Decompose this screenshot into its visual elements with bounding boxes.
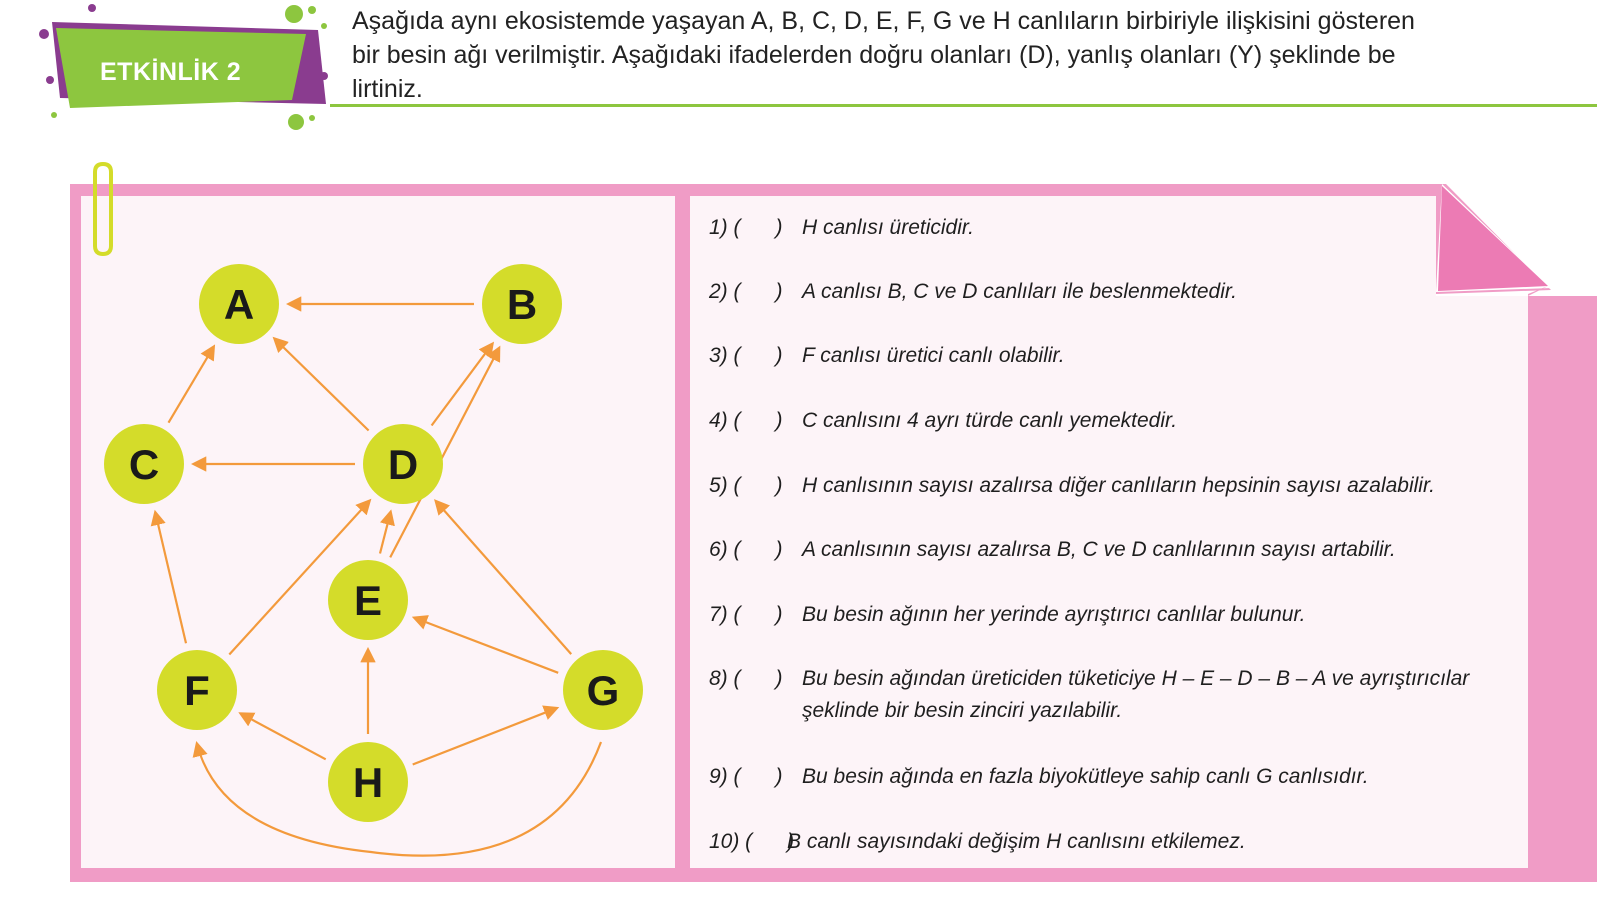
node-label: C [128, 441, 160, 488]
arrow-h-to-f [241, 714, 326, 760]
node-label: B [506, 281, 538, 328]
statement-text-line: H canlısının sayısı azalırsa diğer canlıların hepsinin sayısı azalabilir. [802, 474, 1436, 497]
statement-1 [709, 212, 974, 244]
node-e [328, 560, 408, 640]
statement-text [802, 534, 1396, 566]
instructions-line-1: Aşağıda aynı ekosistemde yaşayan A, B, C, D, E, F, G ve H canlıların birbiriyle ilişkisini gösteren [352, 7, 1415, 35]
node-c [104, 424, 184, 504]
node-label: H [352, 759, 384, 806]
statement-text [787, 826, 1246, 858]
statement-10 [709, 826, 1246, 858]
statement-text [802, 599, 1306, 631]
statement-text-line: Bu besin ağının her yerinde ayrıştırıcı canlılar bulunur. [802, 603, 1306, 626]
arrow-d-to-a [275, 339, 369, 431]
statement-text [802, 470, 1435, 502]
arrow-h-to-g [413, 708, 557, 764]
instructions-line-2: bir besin ağı verilmiştir. Aşağıdaki ifadelerden doğru olanları (D), yanlış olanları (Y) şeklinde be [352, 41, 1396, 69]
node-f [157, 650, 237, 730]
statement-text-line: Bu besin ağından üreticiden tüketiciye H – E – D – B – A ve ayrıştırıcılar [802, 667, 1470, 690]
node-d [363, 424, 443, 504]
food-web-diagram [81, 196, 675, 868]
arrow-g-to-e [415, 618, 559, 673]
statement-text-line: F canlısı üretici canlı olabilir. [802, 344, 1065, 367]
node-g [563, 650, 643, 730]
node-label: D [387, 441, 419, 488]
statement-text [802, 340, 1065, 372]
node-h [328, 742, 408, 822]
node-label: A [223, 281, 255, 328]
node-label: F [184, 667, 210, 714]
arrow-g-to-d [436, 501, 571, 654]
folded-corner-icon [1436, 184, 1597, 296]
statement-answer-blank[interactable]: 8) ( ) [709, 667, 783, 690]
statement-text-line: C canlısını 4 ayrı türde canlı yemektedir. [802, 409, 1178, 432]
statement-text-line: Bu besin ağında en fazla biyokütleye sahip canlı G canlısıdır. [802, 765, 1369, 788]
arrow-e-to-d [380, 512, 391, 553]
node-b [482, 264, 562, 344]
statement-4 [709, 405, 1177, 437]
statement-text-line: H canlısı üreticidir. [802, 216, 974, 239]
instructions-line-3: lirtiniz. [352, 75, 423, 103]
statement-5 [709, 470, 1435, 502]
statement-answer-blank[interactable]: 2) ( ) [709, 280, 783, 303]
statement-text-line: şeklinde bir besin zinciri yazılabilir. [802, 699, 1123, 722]
statement-3 [709, 340, 1065, 372]
statement-text-line: A canlısının sayısı azalırsa B, C ve D canlılarının sayısı artabilir. [802, 538, 1396, 561]
statement-text-line: A canlısı B, C ve D canlıları ile beslenmektedir. [802, 280, 1237, 303]
statement-answer-blank[interactable]: 6) ( ) [709, 538, 783, 561]
node-a [199, 264, 279, 344]
statement-answer-blank[interactable]: 7) ( ) [709, 603, 783, 626]
statement-text [802, 405, 1177, 437]
statement-7 [709, 599, 1306, 631]
arrow-d-to-b [432, 344, 493, 425]
statement-answer-blank[interactable]: 10) ( ) [709, 830, 795, 853]
statement-answer-blank[interactable]: 9) ( ) [709, 765, 783, 788]
statement-6 [709, 534, 1396, 566]
node-label: E [353, 577, 383, 624]
statement-answer-blank[interactable]: 1) ( ) [709, 216, 783, 239]
statement-2 [709, 276, 1237, 308]
statement-text-line: B canlı sayısındaki değişim H canlısını etkilemez. [787, 830, 1246, 853]
activity-label: ETKİNLİK 2 [100, 58, 242, 86]
statement-text [802, 761, 1369, 793]
arrow-f-to-c [155, 513, 186, 644]
node-label: G [586, 667, 620, 714]
instructions-text [352, 4, 1597, 106]
statement-8 [709, 663, 1469, 727]
statement-answer-blank[interactable]: 4) ( ) [709, 409, 783, 432]
statement-answer-blank[interactable]: 3) ( ) [709, 344, 783, 367]
statement-text [802, 663, 1469, 727]
arrow-c-to-a [169, 347, 214, 423]
header-divider [330, 104, 1597, 107]
statement-9 [709, 761, 1369, 793]
statement-text [802, 212, 974, 244]
statement-answer-blank[interactable]: 5) ( ) [709, 474, 783, 497]
statement-text [802, 276, 1237, 308]
